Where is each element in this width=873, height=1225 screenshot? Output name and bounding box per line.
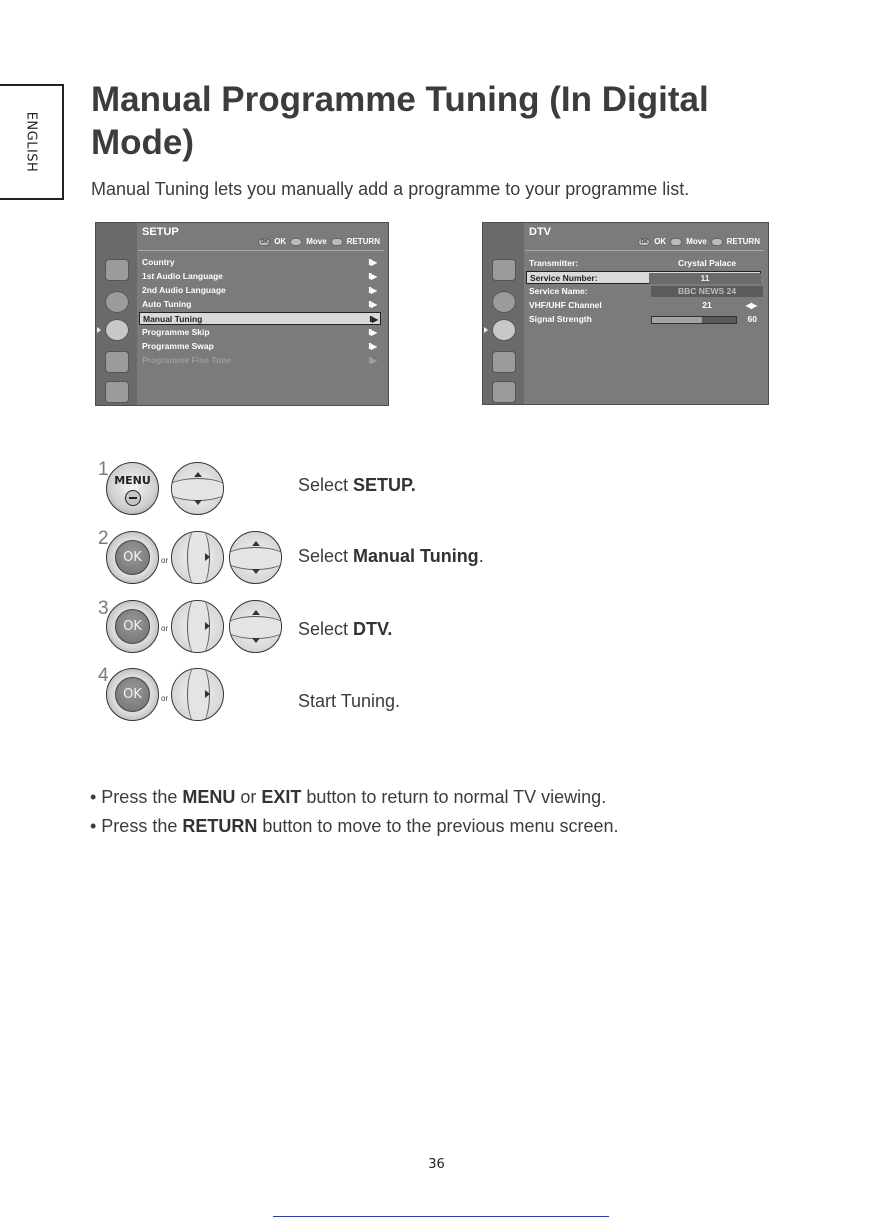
ok-button-icon	[106, 668, 159, 721]
row-value: 11	[649, 273, 761, 284]
step-3-text	[298, 619, 392, 640]
row-value: Crystal Palace	[677, 258, 737, 268]
menu-item-programme-swap[interactable]	[142, 340, 379, 353]
notes	[90, 783, 619, 841]
left-right-button-icon	[171, 600, 224, 653]
note-text: button to return to normal TV viewing.	[301, 787, 607, 807]
menu-button-label: MENU	[114, 474, 151, 487]
left-right-arrow-icon: ◀▶	[745, 301, 756, 310]
menu-item-1st-audio[interactable]	[142, 270, 379, 283]
row-label: VHF/UHF Channel	[529, 300, 602, 310]
signal-strength-fill	[652, 317, 702, 323]
note-bold: MENU	[182, 787, 236, 807]
step-text-bold: DTV.	[353, 619, 393, 639]
submenu-arrow-icon: II▶	[368, 272, 376, 281]
osd-divider	[525, 250, 764, 251]
up-down-button-icon	[229, 531, 282, 584]
left-right-button-icon	[171, 531, 224, 584]
submenu-arrow-icon: II▶	[368, 300, 376, 309]
menu-item-manual-tuning[interactable]	[139, 312, 381, 325]
dtv-row-service-name[interactable]	[529, 285, 759, 298]
step-text-prefix: Select	[298, 475, 354, 495]
submenu-arrow-icon: II▶	[368, 356, 376, 365]
hint-return: RETURN	[726, 237, 760, 246]
note-text: button to move to the previous menu screen.	[257, 816, 619, 836]
row-label: Service Number:	[530, 273, 598, 283]
dtv-row-transmitter[interactable]	[529, 257, 759, 270]
step-text-prefix: Select	[298, 546, 354, 566]
setup-menu-icon	[105, 319, 129, 341]
menu-button-icon	[106, 462, 159, 515]
row-label: Signal Strength	[529, 314, 592, 324]
ok-button-label: OK	[115, 677, 150, 712]
hint-move: Move	[306, 237, 327, 246]
option-menu-icon	[492, 351, 516, 373]
menu-item-label: Programme Swap	[142, 341, 214, 351]
footer-line	[273, 1216, 609, 1217]
dtv-row-signal-strength	[529, 313, 759, 326]
menu-item-label: 2nd Audio Language	[142, 285, 226, 295]
note-return	[90, 812, 619, 841]
sound-menu-icon	[492, 291, 516, 313]
up-down-button-icon	[229, 600, 282, 653]
selected-menu-arrow-icon	[484, 327, 488, 333]
note-bold: RETURN	[182, 816, 258, 836]
menu-item-auto-tuning[interactable]	[142, 298, 379, 311]
language-tab	[0, 84, 64, 200]
hint-ok: OK	[654, 237, 667, 246]
menu-item-programme-fine-tune	[142, 354, 379, 367]
step-text-prefix: Start Tuning.	[298, 691, 401, 711]
sound-menu-icon	[105, 291, 129, 313]
menu-item-label: 1st Audio Language	[142, 271, 223, 281]
dtv-row-channel[interactable]	[529, 299, 759, 312]
down-arrow-icon	[194, 500, 202, 505]
osd-divider	[138, 250, 384, 251]
move-key-icon	[290, 238, 302, 246]
down-arrow-icon	[252, 569, 260, 574]
menu-item-label: Country	[142, 257, 175, 267]
osd-hint-bar	[638, 237, 760, 246]
picture-menu-icon	[105, 259, 129, 281]
step-text-bold: Manual Tuning	[353, 546, 479, 566]
right-arrow-icon	[205, 553, 210, 561]
row-label: Service Name:	[529, 286, 588, 296]
menu-item-label: Programme Fine Tune	[142, 355, 232, 365]
signal-strength-bar	[651, 316, 737, 324]
hint-return: RETURN	[346, 237, 380, 246]
lock-menu-icon	[492, 381, 516, 403]
osd-title: DTV	[529, 226, 551, 238]
note-text: • Press the	[90, 816, 183, 836]
page-number: 36	[428, 1157, 445, 1172]
step-number: 4	[98, 665, 109, 686]
step-text-bold: SETUP.	[353, 475, 416, 495]
submenu-arrow-icon: II▶	[369, 315, 377, 324]
menu-item-2nd-audio[interactable]	[142, 284, 379, 297]
selected-menu-arrow-icon	[97, 327, 101, 333]
ok-key-icon: OK	[258, 238, 270, 246]
step-2-text	[298, 546, 484, 567]
setup-menu-icon	[492, 319, 516, 341]
ok-button-label: OK	[115, 540, 150, 575]
or-label: or	[161, 556, 169, 565]
ok-button-icon	[106, 531, 159, 584]
menu-item-country[interactable]	[142, 256, 379, 269]
menu-item-label: Programme Skip	[142, 327, 210, 337]
menu-icon-column	[483, 223, 524, 404]
hint-move: Move	[686, 237, 707, 246]
return-key-icon	[711, 238, 723, 246]
option-menu-icon	[105, 351, 129, 373]
ok-key-icon: OK	[638, 238, 650, 246]
menu-item-programme-skip[interactable]	[142, 326, 379, 339]
lock-menu-icon	[105, 381, 129, 403]
step-number: 3	[98, 598, 109, 619]
step-4-text	[298, 691, 400, 712]
note-text: or	[235, 787, 262, 807]
step-text-suffix: .	[478, 546, 484, 566]
dtv-row-service-number[interactable]	[526, 271, 761, 284]
row-label: Transmitter:	[529, 258, 579, 268]
picture-menu-icon	[492, 259, 516, 281]
right-arrow-icon	[205, 622, 210, 630]
row-value: 21	[702, 300, 712, 310]
hint-ok: OK	[274, 237, 287, 246]
submenu-arrow-icon: II▶	[368, 286, 376, 295]
or-label: or	[161, 624, 169, 633]
submenu-arrow-icon: II▶	[368, 328, 376, 337]
note-menu-exit	[90, 783, 619, 812]
up-arrow-icon	[252, 541, 260, 546]
signal-strength-value: 60	[747, 314, 757, 324]
up-down-button-icon	[171, 462, 224, 515]
row-value: BBC NEWS 24	[651, 286, 763, 297]
submenu-arrow-icon: II▶	[368, 258, 376, 267]
menu-item-label: Manual Tuning	[143, 314, 203, 324]
down-arrow-icon	[252, 638, 260, 643]
step-number: 2	[98, 528, 109, 549]
setup-menu-screen	[95, 222, 389, 406]
step-number: 1	[98, 459, 109, 480]
left-right-button-icon	[171, 668, 224, 721]
language-tab-label: ENGLISH	[23, 111, 39, 173]
menu-icon-column	[96, 223, 137, 405]
return-key-icon	[331, 238, 343, 246]
step-1-text	[298, 475, 416, 496]
move-key-icon	[670, 238, 682, 246]
submenu-arrow-icon: II▶	[368, 342, 376, 351]
up-arrow-icon	[194, 472, 202, 477]
dtv-tuning-screen	[482, 222, 769, 405]
menu-item-label: Auto Tuning	[142, 299, 192, 309]
note-text: • Press the	[90, 787, 183, 807]
step-text-prefix: Select	[298, 619, 354, 639]
up-arrow-icon	[252, 610, 260, 615]
menu-button-dash-icon	[125, 490, 141, 506]
right-arrow-icon	[205, 690, 210, 698]
osd-hint-bar	[258, 237, 380, 246]
or-label: or	[161, 694, 169, 703]
osd-title: SETUP	[142, 226, 179, 238]
page-subtitle: Manual Tuning lets you manually add a programme to your programme list.	[91, 179, 690, 199]
note-bold: EXIT	[261, 787, 302, 807]
ok-button-icon	[106, 600, 159, 653]
page-title: Manual Programme Tuning (In Digital Mode)	[91, 80, 709, 162]
ok-button-label: OK	[115, 609, 150, 644]
